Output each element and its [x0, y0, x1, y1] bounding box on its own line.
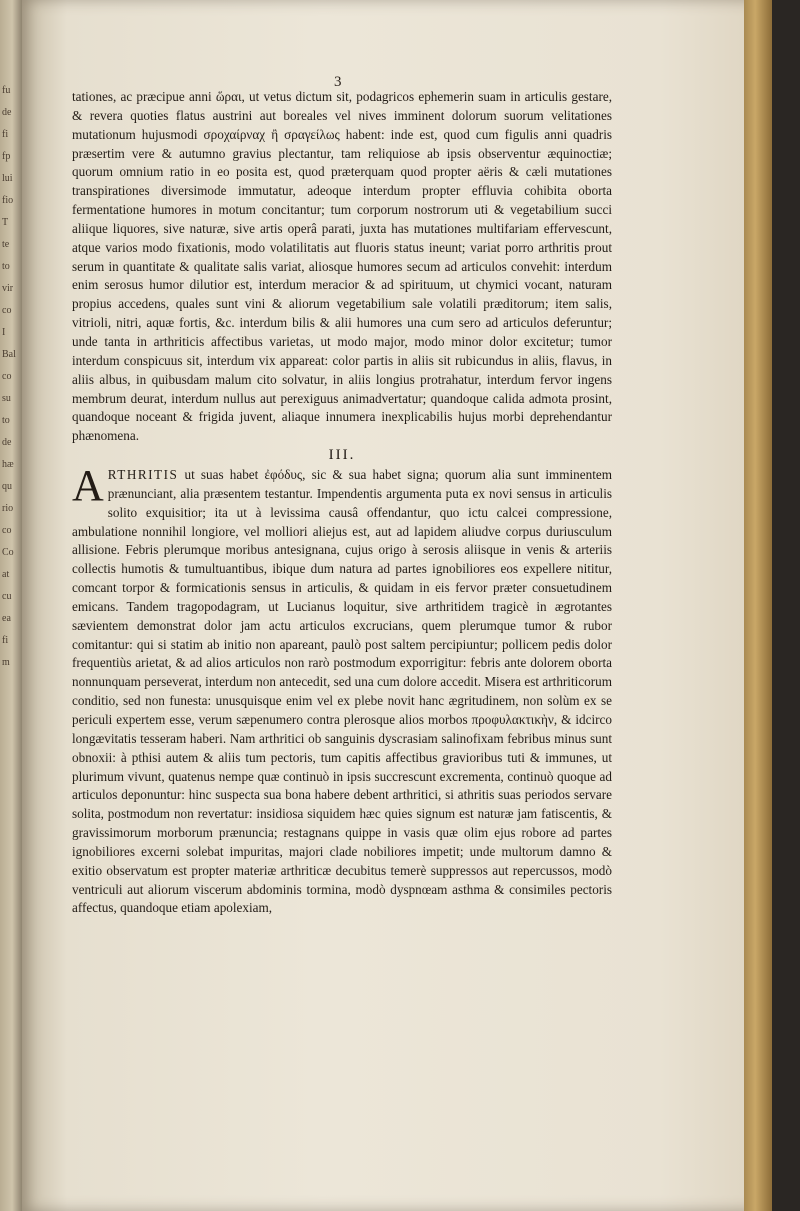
paragraph-one: tationes, ac præcipue anni ὥραι, ut vetus dictum sit, podagricos ephemerin suam in articulis gestare, & revera quoties flatus austrini aut boreales vel nives imminent dolorum suorum velitationes mutationum hujusmodi σροχαίρναχ ἢ σραγείλως habent: inde est, quod cum figulis anni quadris præsertim vere & autumno gravius plectantur, tam reliquiose ab ipsis observentur æquinoctiæ; quorum omnium ratio in eo posita est, quod præterquam quod propter aëris & cæli mutationes transpirationes diversimode immutatur, adeoque interdum propter effluvia cohibita oborta fermentatione humores in motum concitantur; tum corporum nostrorum uti & vegetabilium succi aliique liquores, sive naturæ, sive artis operâ parati, juxta has mutationes multifariam effervescunt, atque varios modo fixationis, modo volatilitatis aut fluoris status ineunt; variat porro arthritis prout serum in quantitate & qualitate salis variat, aliosque humores secum ad articulos convehit: interdum enim serosus humor dilutior est, interdum meracior & ad spirituum, ut chymici vocant, naturam propius accedens, quales sunt vini & aliorum vegetabilium sale volatili præditorum; item salis, vitrioli, nitri, aquæ fortis, &c. interdum bilis & alii humores una cum sero ad articulos deferuntur; unde tanta in arthriticis affectibus varietas, ut modo major, modo minor dolor excitetur; tumor interdum conspicuus sit, interdum vix appareat: color partis in aliis sit rubicundus in aliis, flavus, in aliis albus, in quibusdam malum cito solvatur, in aliis longius protrahatur, interdum fervor ingens membrum deurat, interdum nullus aut perexiguus animadvertatur; quandoque calida admota prosint, quandoque noceant & frigida juvent, aliaque innumera inexplicabilis hujus morbi deprehendantur phænomena. [72, 89, 612, 444]
facing-page-fragments: fu de fi fp lui fio T te to vir co I Bal co su to de hæ qu rio co Co at cu ea fi m [2, 85, 16, 668]
page-gilded-edge [744, 0, 772, 1211]
book-page [22, 0, 772, 1211]
lead-caps: RTHRITIS [107, 467, 179, 483]
paragraph-two-body: ut suas habet ἐφόδυς, sic & sua habet signa; quorum alia sunt imminentem prænunciant, alia præsentem testantur. Impendentis argumenta puta ex novi sensus in articulis solito exquisitior; ita ut à levissima causâ offendantur, quo ictu calcei compressione, ambulatione nonnihil longiore, vel molliori aliejus est, aut ad lapidem aliudve corpus duriusculum allisione. Febris plerumque moribus antesignana, cujus origo à serosis aliisque in venis & arteriis collectis humotis & tumultuantibus, ibique dum natura ad partes ignobiliores eos expellere nititur, comcant torpor & formicationis sensus in articulis, & quidam in eis fervor præter consuetudinem emicans. Tandem tragopodagram, ut Lucianus loquitur, sive arthritidem tragicè in ægrotantes sævientem demonstrat dolor jam actu articulos excrucians, quem plerumque tumor & rubor comitantur: qui si statim ab initio non apareant, paulò post saltem percipiuntur; pollicem pedis dolor frequentiùs arietat, & ad alios articulos non rarò postmodum exporrigitur: febris ante dolorem oborta nonnunquam perseverat, interdum non antecedit, sed una cum dolore accedit. Misera est arthriticorum conditio, sed non funesta: unusquisque enim vel ex plebe novit hanc ægritudinem, non solùm ex se periculi expertem esse, verum sæpenumero contra plerosque alios morbos πρoφυλακτικὴν, & idcirco longævitatis tesseram haberi. Nam arthritici ob sanguinis dyscrasiam salinofixam febribus minus sunt obnoxii: à pthisi autem & aliis tum pectoris, tum capitis affectibus gravioribus tuti & immunes, ut plurimum vivunt, quatenus nempe quæ continuò in ipsis succrescunt excrementa, continuò quoque ad articulos deponuntur: hinc suspecta sua bona habere debent arthritici, si athritis suas periodos servare solita, postmodum non revertatur: insidiosa siquidem hæc quies signum est naturæ jam fatiscentis, & gravissimorum morborum prænuncia; restagnans quippe in vasis quæ olim ejus robore ad partes ignobiliores excerni solebat impuritas, majori clade nobiliores impetit; unde multorum damno & exitio observatum est propter materiæ arthriticæ decubitus temerè suppressos aut repercussos, modò ventriculi aut aliorum viscerum abdominis tormina, modò dyspnœam asthma & consimiles pectoris affectus, quandoque etiam apolexiam, [72, 467, 612, 916]
page-number: 3 [334, 74, 342, 90]
facing-page-edge [0, 0, 22, 1211]
page-text [72, 88, 612, 918]
section-number: III. [328, 447, 356, 464]
dropcap: A [72, 461, 104, 511]
paragraph-two [72, 461, 612, 918]
